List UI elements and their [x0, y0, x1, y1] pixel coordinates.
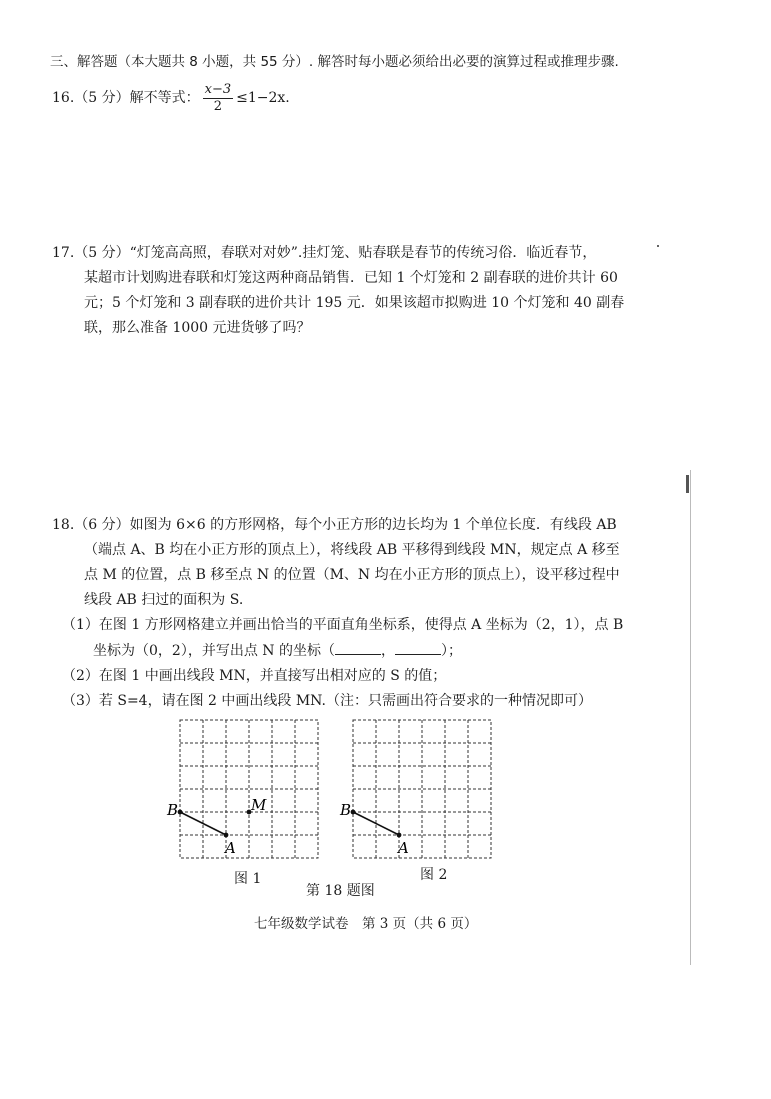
answer-blank-x[interactable]	[335, 640, 381, 655]
q16-numerator: x−3	[204, 81, 232, 97]
scan-speck	[657, 245, 659, 247]
answer-blank-y[interactable]	[395, 640, 441, 655]
q18-part-1-separator: ，	[380, 643, 395, 659]
fig1-point-b	[178, 810, 183, 815]
fig1-label-b: B	[167, 801, 179, 819]
fig2-grid-lines	[353, 720, 491, 858]
q17-line-2: 某超市计划购进春联和灯笼这两种商品销售．已知 1 个灯笼和 2 副春联的进价共计 60	[84, 270, 618, 286]
q18-part-1-close: ）；	[440, 643, 462, 659]
scan-edge-line	[690, 470, 691, 965]
q18-line-2: （端点 A、B 均在小正方形的顶点上），将线段 AB 平移得到线段 MN，规定点 A 移至	[84, 542, 620, 558]
q16-rhs: ≤1−2x.	[236, 90, 290, 106]
q18-part-1-text: 坐标为（0，2），并写出点 N 的坐标（	[93, 643, 335, 659]
q17-line-4: 联，那么准备 1000 元进货够了吗？	[84, 320, 311, 336]
q18-part-1-line-2	[93, 640, 462, 661]
figure-2-caption: 图 2	[420, 867, 448, 883]
fig2-label-a: A	[398, 839, 409, 857]
q18-part-1-line-1: （1）在图 1 方形网格建立并画出恰当的平面直角坐标系，使得点 A 坐标为（2，1），点 B	[62, 617, 624, 633]
section-title: 三、解答题（本大题共 8 小题，共 55 分）. 解答时每小题必须给出必要的演算过程或推理步骤.	[50, 54, 619, 70]
fig1-label-m: M	[251, 796, 267, 814]
q18-part-3: （3）若 S=4，请在图 2 中画出线段 MN.（注：只需画出符合要求的一种情况即可）	[62, 693, 592, 709]
fig1-grid-lines	[180, 720, 318, 858]
q16-denominator: 2	[213, 98, 223, 114]
fig2-point-b	[351, 810, 356, 815]
question-16	[52, 80, 290, 116]
q16-prefix: 16.（5 分）解不等式：	[52, 90, 200, 106]
q16-fraction	[203, 82, 234, 115]
q17-line-1: 17.（5 分）“灯笼高高照，春联对对妙”.挂灯笼、贴春联是春节的传统习俗．临近春节，	[52, 245, 597, 261]
fig2-point-a	[397, 833, 402, 838]
page-footer: 七年级数学试卷 第 3 页（共 6 页）	[254, 916, 478, 932]
q18-line-1: 18.（6 分）如图为 6×6 的方形网格，每个小正方形的边长均为 1 个单位长度．有线段 AB	[52, 517, 617, 533]
q17-line-3: 元；5 个灯笼和 3 副春联的进价共计 195 元．如果该超市拟购进 10 个灯笼和 40 副春	[84, 295, 625, 311]
figure-2-grid	[338, 712, 498, 862]
scan-mark	[686, 475, 689, 493]
q18-part-2: （2）在图 1 中画出线段 MN，并直接写出相对应的 S 的值；	[62, 668, 447, 684]
q18-line-3: 点 M 的位置，点 B 移至点 N 的位置（M、N 均在小正方形的顶点上），设平移过程中	[84, 567, 620, 583]
figure-1-grid	[165, 712, 340, 862]
figure-1-caption: 图 1	[234, 871, 262, 887]
figure-group-caption: 第 18 题图	[306, 883, 375, 899]
fig2-label-b: B	[340, 801, 352, 819]
fig1-label-a: A	[225, 839, 236, 857]
fig1-point-a	[224, 833, 229, 838]
q18-line-4: 线段 AB 扫过的面积为 S.	[84, 592, 244, 608]
